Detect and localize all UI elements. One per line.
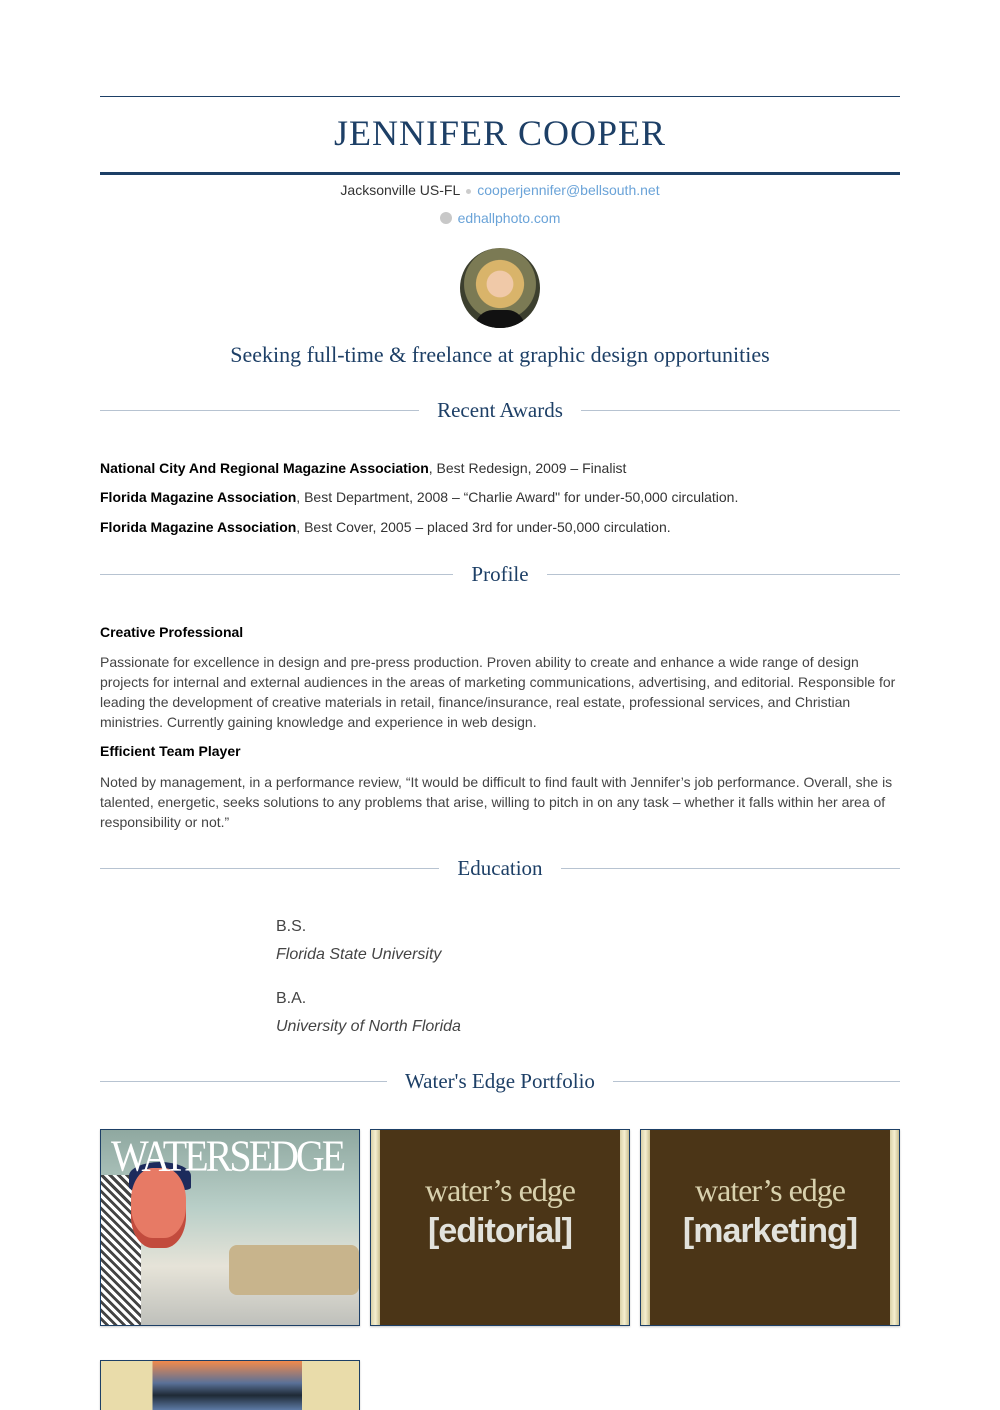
website-link[interactable]: edhallphoto.com: [457, 210, 561, 226]
divider: [100, 96, 900, 97]
location: Jacksonville US-FL: [340, 182, 461, 198]
section-header-portfolio: [100, 1066, 900, 1096]
divider: [100, 172, 900, 175]
tile-title: water’s edge: [695, 1172, 845, 1208]
candidate-name: JENNIFER COOPER: [333, 113, 667, 153]
section-header-education: [100, 853, 900, 883]
profile-heading: Creative Professional: [100, 624, 244, 640]
portfolio-tile-cover[interactable]: [100, 1129, 360, 1326]
tile-subtitle: [editorial]: [428, 1212, 572, 1250]
portfolio-tile-lake[interactable]: [100, 1360, 360, 1410]
award-detail: , Best Redesign, 2009 – Finalist: [428, 460, 627, 476]
portfolio-tile-marketing[interactable]: [640, 1129, 900, 1326]
objective: Seeking full-time & freelance at graphic design opportunities: [230, 342, 770, 367]
award-org: National City And Regional Magazine Association: [100, 460, 429, 476]
award-detail: , Best Cover, 2005 – placed 3rd for under-50,000 circulation.: [296, 519, 671, 535]
section-title: Education: [439, 853, 560, 883]
separator-dot-icon: [466, 189, 471, 194]
award-detail: , Best Department, 2008 – “Charlie Award" for under-50,000 circulation.: [296, 489, 739, 505]
degree: B.S.: [276, 918, 307, 935]
portfolio-tile-editorial[interactable]: [370, 1129, 630, 1326]
profile-photo: [460, 248, 540, 328]
award-org: Florida Magazine Association: [100, 489, 297, 505]
school: University of North Florida: [276, 1018, 461, 1035]
tile-subtitle: [marketing]: [682, 1212, 858, 1250]
award-org: Florida Magazine Association: [100, 519, 297, 535]
profile-heading: Efficient Team Player: [100, 743, 241, 759]
award-item: [100, 460, 626, 476]
section-title: Profile: [453, 559, 546, 589]
degree: B.A.: [276, 990, 307, 1007]
profile-text: Noted by management, in a performance review, “It would be difficult to find fault with Jennifer’s job performance. Overall, she is talented, energetic, seeks solutions to any problems that arise, willing to pitch in on any task – whether it falls within her area of responsibility or not.”: [100, 774, 893, 830]
magazine-masthead: WATERSEDGE: [111, 1131, 344, 1181]
section-header-profile: [100, 559, 900, 589]
globe-icon: [440, 212, 452, 224]
section-header-awards: [100, 395, 900, 425]
section-title: Recent Awards: [419, 395, 581, 425]
tile-title: water’s edge: [425, 1172, 575, 1208]
award-item: [100, 489, 738, 505]
profile-text: Passionate for excellence in design and pre-press production. Proven ability to create and enhance a wide range of design projects for internal and external audiences in the areas of marketing communications, advertising, and editorial. Responsible for leading the development of creative materials in retail, finance/insurance, real estate, professional services, and Christian ministries. Currently gaining knowledge and experience in web design.: [100, 654, 896, 730]
school: Florida State University: [276, 946, 442, 963]
website-line: [100, 210, 900, 226]
section-title: Water's Edge Portfolio: [387, 1066, 613, 1096]
contact-line: [100, 182, 900, 198]
award-item: [100, 519, 671, 535]
email-link[interactable]: cooperjennifer@bellsouth.net: [477, 182, 660, 198]
